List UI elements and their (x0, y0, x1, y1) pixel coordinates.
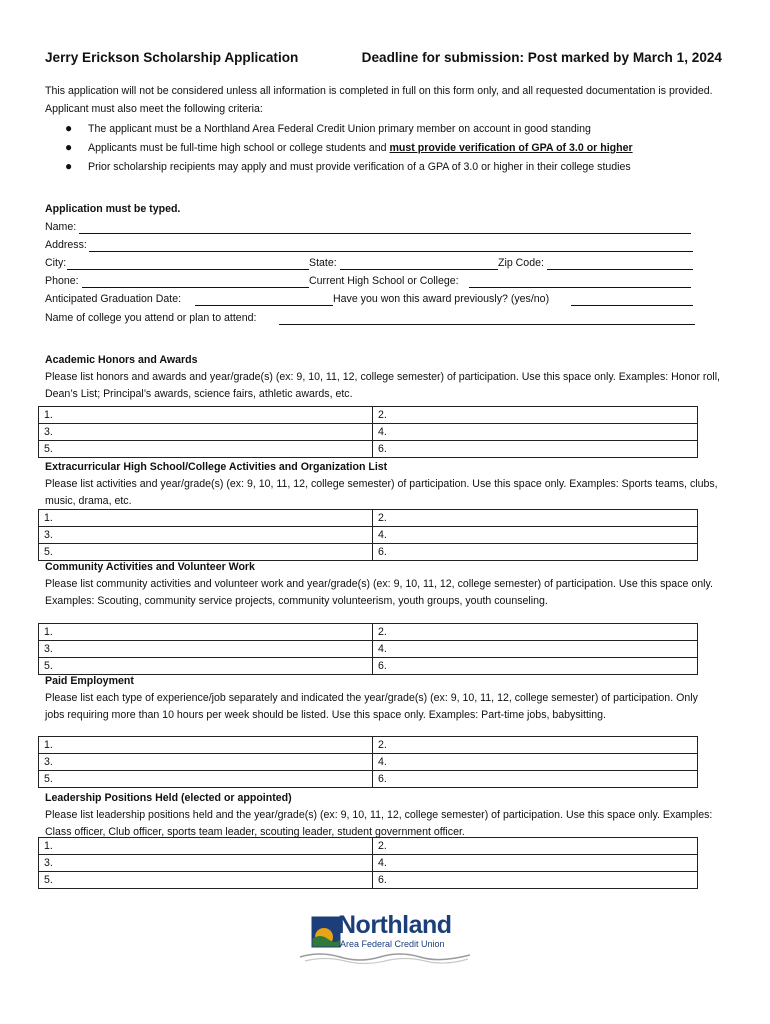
section-heading: Extracurricular High School/College Activities and Organization List (45, 461, 388, 473)
entry-cell[interactable]: 5. (39, 658, 373, 675)
table-row (39, 424, 698, 441)
table-row (39, 544, 698, 561)
entry-cell[interactable]: 4. (373, 641, 698, 658)
entry-cell[interactable]: 2. (373, 510, 698, 527)
northland-logo (300, 905, 470, 965)
entry-cell[interactable]: 3. (39, 855, 373, 872)
city-state-zip-row (45, 257, 695, 272)
entry-cell[interactable]: 6. (373, 658, 698, 675)
section-heading: Leadership Positions Held (elected or appointed) (45, 792, 292, 804)
community-table (38, 623, 698, 675)
name-label: Name: (45, 221, 77, 233)
bullet-icon: ● (65, 140, 73, 154)
entry-cell[interactable]: 5. (39, 771, 373, 788)
bullet-icon: ● (65, 159, 73, 173)
entry-cell[interactable]: 4. (373, 754, 698, 771)
intro-paragraph: This application will not be considered unless all information is completed in full on this form only, and all requested documentation is provided. Applicant must also meet the following criteria: (45, 85, 713, 115)
entry-cell[interactable]: 6. (373, 441, 698, 458)
entry-cell[interactable]: 3. (39, 424, 373, 441)
entry-cell[interactable]: 4. (373, 855, 698, 872)
entry-cell[interactable]: 4. (373, 527, 698, 544)
extracurricular-table (38, 509, 698, 561)
table-row (39, 441, 698, 458)
state-label: State: (309, 257, 337, 269)
address-label: Address: (45, 239, 87, 251)
entry-cell[interactable]: 1. (39, 624, 373, 641)
leadership-section (45, 790, 720, 841)
table-row (39, 872, 698, 889)
phone-label: Phone: (45, 275, 79, 287)
criteria-text: Prior scholarship recipients may apply and must provide verification of a GPA of 3.0 or higher in their college studies (88, 161, 631, 173)
grad-date-field[interactable] (195, 305, 333, 306)
honors-section (45, 352, 720, 403)
table-row (39, 855, 698, 872)
section-description: Please list activities and year/grade(s) (ex: 9, 10, 11, 12, college semester) of participation. Use this space only. Examples: Sports teams, clubs, music, drama, etc. (45, 478, 718, 507)
section-description: Please list each type of experience/job separately and indicated the year/grade(s) (ex: 9, 10, 11, 12, college semester) of participation. Only jobs requiring more than 10 hours per week should be listed. Use this space only. Examples: Part-time jobs, babysitting. (45, 692, 698, 721)
section-heading: Academic Honors and Awards (45, 354, 198, 366)
table-row (39, 624, 698, 641)
name-row (45, 221, 695, 236)
entry-cell[interactable]: 2. (373, 624, 698, 641)
entry-cell[interactable]: 3. (39, 527, 373, 544)
table-row (39, 641, 698, 658)
logo-subtitle: Area Federal Credit Union (340, 939, 445, 949)
criteria-emphasis: must provide verification of GPA of 3.0 or higher (389, 142, 633, 154)
criteria-text: The applicant must be a Northland Area Federal Credit Union primary member on account in good standing (88, 123, 591, 135)
college-field[interactable] (279, 324, 695, 325)
table-row (39, 771, 698, 788)
table-row (39, 407, 698, 424)
won-before-field[interactable] (571, 305, 693, 306)
entry-cell[interactable]: 4. (373, 424, 698, 441)
zip-label: Zip Code: (498, 257, 544, 269)
college-row (45, 312, 695, 327)
table-row (39, 754, 698, 771)
address-row (45, 239, 695, 254)
table-row (39, 658, 698, 675)
entry-cell[interactable]: 6. (373, 544, 698, 561)
entry-cell[interactable]: 1. (39, 510, 373, 527)
won-before-label: Have you won this award previously? (yes/no) (333, 293, 550, 305)
employment-table (38, 736, 698, 788)
entry-cell[interactable]: 3. (39, 754, 373, 771)
entry-cell[interactable]: 5. (39, 872, 373, 889)
phone-field[interactable] (82, 287, 309, 288)
graduation-row (45, 293, 695, 308)
college-label: Name of college you attend or plan to attend: (45, 312, 257, 324)
grad-date-label: Anticipated Graduation Date: (45, 293, 182, 305)
entry-cell[interactable]: 2. (373, 838, 698, 855)
table-row (39, 527, 698, 544)
table-row (39, 737, 698, 754)
entry-cell[interactable]: 1. (39, 737, 373, 754)
entry-cell[interactable]: 2. (373, 407, 698, 424)
school-field[interactable] (469, 287, 691, 288)
entry-cell[interactable]: 3. (39, 641, 373, 658)
form-title: Jerry Erickson Scholarship Application (45, 50, 299, 65)
table-row (39, 510, 698, 527)
section-description: Please list honors and awards and year/grade(s) (ex: 9, 10, 11, 12, college semester) of participation. Use this space only. Examples: Honor roll, Dean’s List; Principal’s awards, science fairs, athletic awards, etc. (45, 371, 720, 400)
entry-cell[interactable]: 5. (39, 441, 373, 458)
table-row (39, 838, 698, 855)
section-description: Please list leadership positions held and the year/grade(s) (ex: 9, 10, 11, 12, college semester) of participation. Use this space only. Examples: Class officer, Club officer, sports team leader, scouting leader, student government officer. (45, 809, 713, 838)
section-heading: Community Activities and Volunteer Work (45, 561, 255, 573)
extracurricular-section (45, 459, 720, 510)
entry-cell[interactable]: 1. (39, 407, 373, 424)
wave-decoration (300, 949, 470, 965)
city-label: City: (45, 257, 67, 269)
phone-school-row (45, 275, 695, 290)
page-header (45, 50, 722, 68)
section-heading: Paid Employment (45, 675, 134, 687)
name-field[interactable] (79, 233, 691, 234)
entry-cell[interactable]: 6. (373, 771, 698, 788)
bullet-icon: ● (65, 121, 73, 135)
section-description: Please list community activities and volunteer work and year/grade(s) (ex: 9, 10, 11, 12, college semester) of participation. Use this space only. Examples: Scouting, community service projects, community volunteerism, youth groups, youth counseling. (45, 578, 713, 607)
entry-cell[interactable]: 5. (39, 544, 373, 561)
zip-field[interactable] (547, 269, 693, 270)
deadline-notice: Deadline for submission: Post marked by March 1, 2024 (361, 50, 722, 65)
entry-cell[interactable]: 2. (373, 737, 698, 754)
logo-name: Northland (338, 911, 452, 939)
typed-requirement: Application must be typed. (45, 203, 181, 215)
school-label: Current High School or College: (309, 275, 459, 287)
community-section (45, 559, 720, 610)
entry-cell[interactable]: 1. (39, 838, 373, 855)
leadership-table (38, 837, 698, 889)
city-field[interactable] (67, 269, 309, 270)
criteria-text: Applicants must be full-time high school or college students and (88, 142, 390, 154)
entry-cell[interactable]: 6. (373, 872, 698, 889)
state-field[interactable] (340, 269, 498, 270)
honors-table (38, 406, 698, 458)
address-field[interactable] (89, 251, 693, 252)
employment-section (45, 673, 720, 724)
